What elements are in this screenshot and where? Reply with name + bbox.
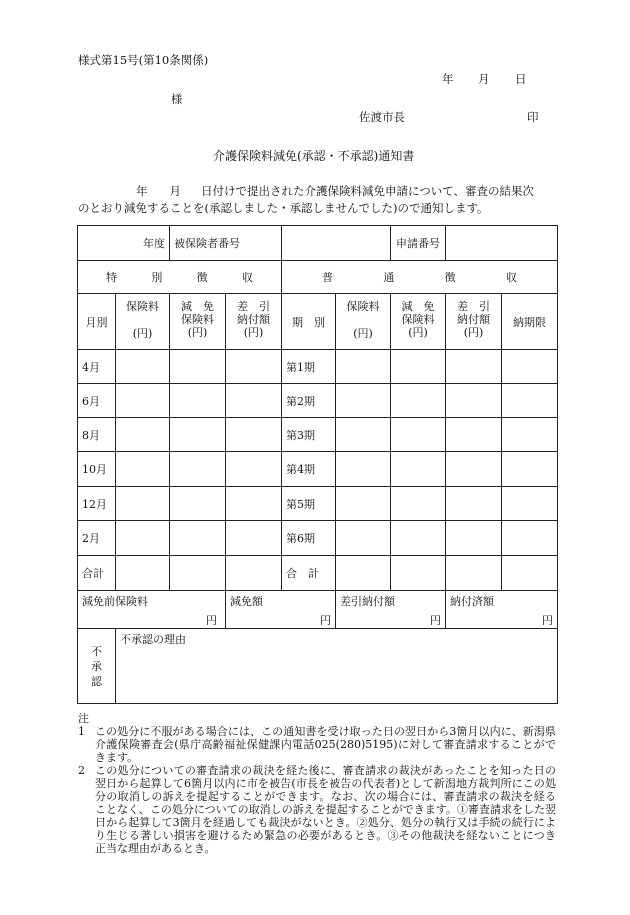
table-row — [78, 452, 558, 487]
col-due-date-header: 納期限 — [502, 294, 558, 350]
date-month-label: 月 — [478, 72, 490, 86]
ordinary-char-1: 普 — [322, 271, 333, 284]
date-year-label: 年 — [442, 72, 454, 86]
column-header-row — [78, 294, 558, 350]
insured-number-value[interactable] — [282, 226, 391, 261]
month-cell: 2月 — [78, 521, 116, 556]
table-row — [78, 487, 558, 521]
disapproval-reason-cell[interactable]: 不承認の理由 — [116, 629, 558, 704]
period-cell: 第1期 — [282, 350, 336, 384]
total-right-label: 合 計 — [282, 556, 336, 591]
special-char-1: 特 — [106, 271, 117, 284]
table-row — [78, 350, 558, 384]
note-item-2: 2 この処分についての審査請求の裁決を経た後に、審査請求の裁決があったことを知った日の翌日から起算して6箇月以内に市を被告(市長を被告の代表者)として新潟地方裁判所にこの処分の取消しの訴えを提起することができます。なお、次の場合には、審査請求の裁決を経ることなく、この処分についての取消しの訴えを提起することができます。①審査請求をした翌日から起算して3箇月を経過しても裁決がないとき。②処分、処分の執行又は手続の続行により生じる著しい損害を避けるため緊急の必要があるとき。③その他裁決を経ないことにつき正当な理由があるとき。 — [78, 764, 556, 855]
period-cell: 第2期 — [282, 384, 336, 418]
total-left-label: 合計 — [78, 556, 116, 591]
intro-month: 月 — [169, 184, 181, 198]
month-cell: 4月 — [78, 350, 116, 384]
insured-number-label: 被保険者番号 — [170, 226, 282, 261]
period-cell: 第6期 — [282, 521, 336, 556]
col-ordinary-diff-header: 差 引 納付額 (円) — [446, 294, 502, 350]
ordinary-char-4: 収 — [505, 271, 517, 284]
col-ordinary-reduced-header: 減 免 保険料 (円) — [391, 294, 446, 350]
table-row — [78, 521, 558, 556]
special-char-3: 徴 — [196, 271, 208, 284]
notes-section — [78, 712, 556, 855]
period-cell: 第5期 — [282, 487, 336, 521]
application-number-value[interactable] — [446, 226, 558, 261]
col-month-header: 月別 — [78, 294, 116, 350]
ordinary-char-3: 徴 — [444, 271, 456, 284]
document-title: 介護保険料減免(承認・不承認)通知書 — [213, 149, 415, 163]
intro-paragraph — [78, 183, 553, 217]
intro-line-1 — [78, 183, 553, 200]
special-char-2: 別 — [151, 271, 163, 284]
month-cell: 10月 — [78, 452, 116, 487]
collection-type-row — [78, 261, 558, 294]
disapproval-row — [78, 629, 558, 704]
disapproval-label: 不 承 認 — [78, 629, 116, 704]
period-cell: 第3期 — [282, 418, 336, 452]
intro-line-2: のとおり減免することを(承認しました・承認しませんでした)ので通知します。 — [78, 201, 489, 215]
id-row — [78, 226, 558, 261]
table-row — [78, 418, 558, 452]
col-special-reduced-header: 減 免 保険料 (円) — [170, 294, 226, 350]
net-payment-cell[interactable]: 差引納付額 円 — [336, 591, 446, 629]
pre-reduction-premium-cell[interactable]: 減免前保険料 円 — [78, 591, 226, 629]
intro-year: 年 — [136, 184, 148, 198]
paid-amount-cell[interactable]: 納付済額 円 — [446, 591, 558, 629]
intro-rest: 日付けで提出された介護保険料減免申請について、審査の結果次 — [201, 184, 535, 198]
month-cell: 6月 — [78, 384, 116, 418]
ordinary-collection-header — [282, 261, 558, 294]
application-number-label: 申請番号 — [391, 226, 446, 261]
summary-row — [78, 591, 558, 629]
table-row — [78, 384, 558, 418]
reduction-amount-cell[interactable]: 減免額 円 — [226, 591, 336, 629]
col-special-diff-header: 差 引 納付額 (円) — [226, 294, 282, 350]
form-number: 様式第15号(第10条関係) — [78, 53, 209, 67]
notes-heading: 注 — [78, 712, 89, 725]
period-cell: 第4期 — [282, 452, 336, 487]
date-day-label: 日 — [515, 72, 527, 86]
special-char-4: 収 — [241, 271, 253, 284]
month-cell: 12月 — [78, 487, 116, 521]
col-period-header: 期 別 — [282, 294, 336, 350]
special-collection-header — [78, 261, 282, 294]
addressee-suffix: 様 — [171, 92, 183, 106]
issuer-name: 佐渡市長 — [359, 110, 405, 124]
note-item-1: 1 この処分に不服がある場合には、この通知書を受け取った日の翌日から3箇月以内に、新潟県介護保険審査会(県庁高齢福祉保健課内電話025(280)5195)に対して審査請求することができます。 — [78, 725, 556, 764]
month-cell: 8月 — [78, 418, 116, 452]
ordinary-char-2: 通 — [383, 271, 395, 284]
premium-table — [77, 225, 558, 704]
col-special-premium-header: 保険料 (円) — [116, 294, 170, 350]
total-row — [78, 556, 558, 591]
fiscal-year-cell: 年度 — [78, 226, 170, 261]
seal-mark: 印 — [527, 110, 539, 124]
col-ordinary-premium-header: 保険料 (円) — [336, 294, 391, 350]
